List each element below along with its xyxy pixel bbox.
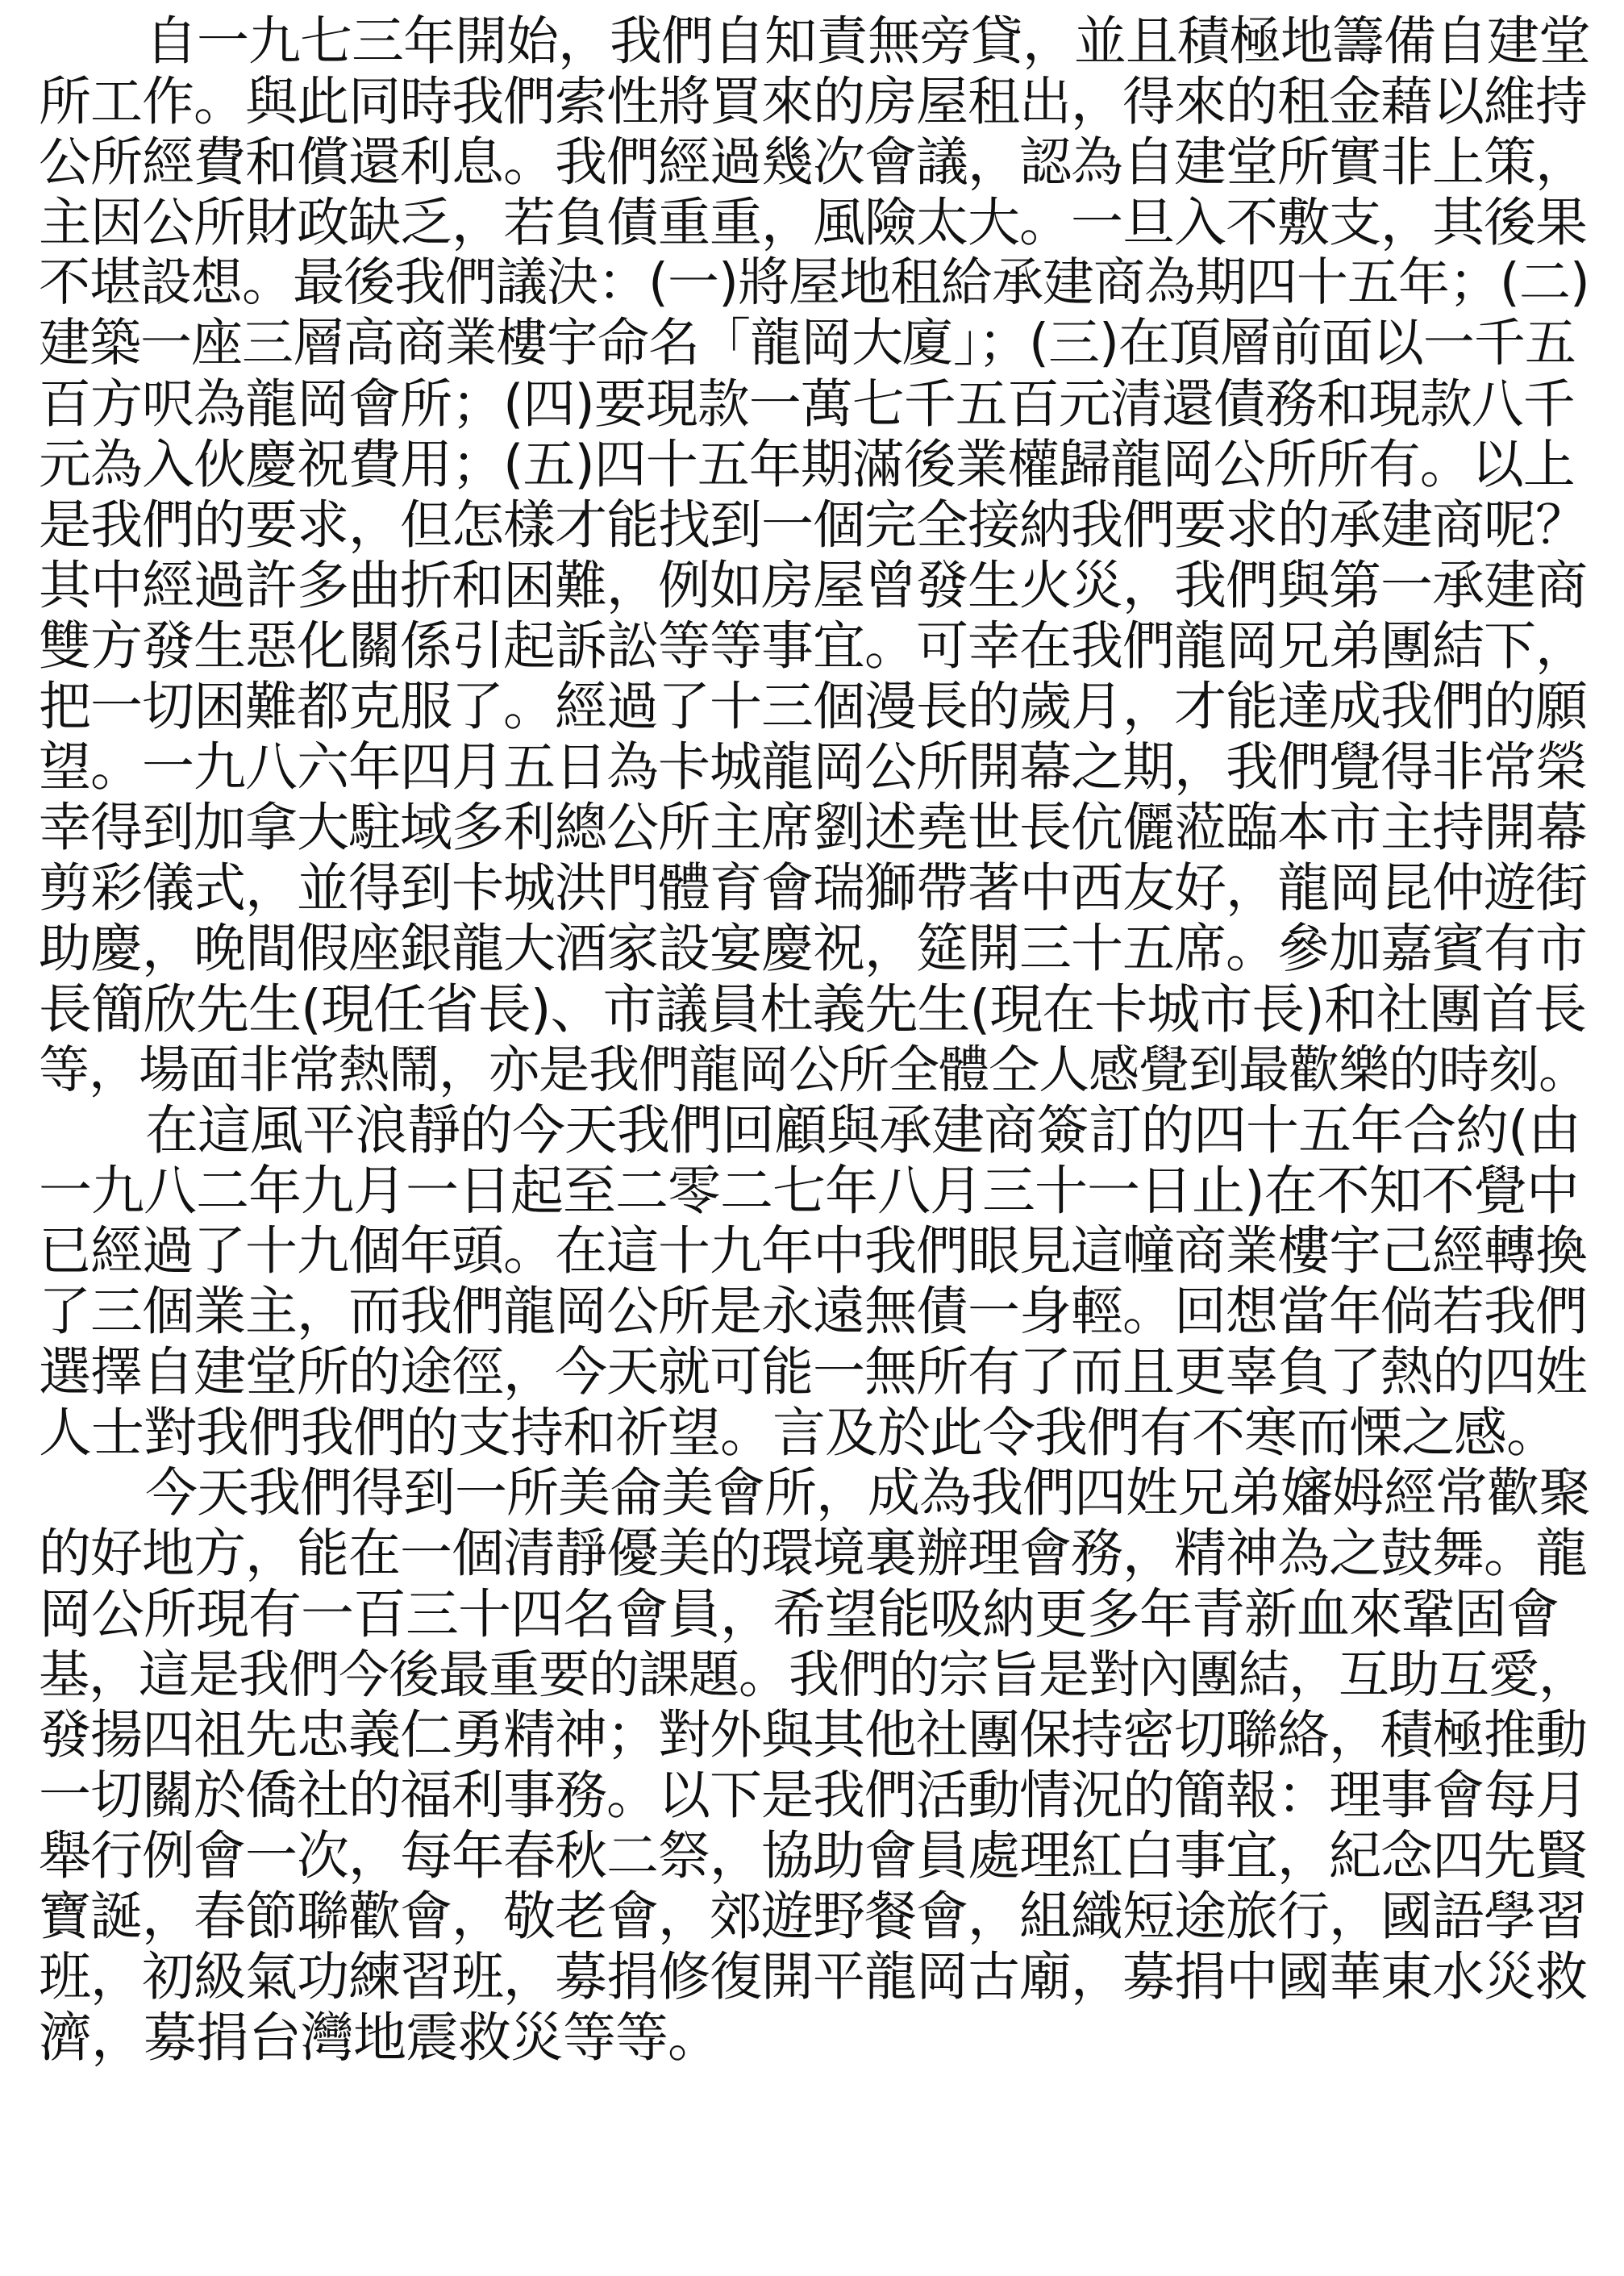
text-line: 人士對我們我們的支持和祈望。言及於此令我們有不寒而慄之感。 [39,1403,1559,1463]
text-line: 班，初級氣功練習班，募捐修復開平龍岡古廟，募捐中國華東水災救 [39,1947,1588,2007]
text-line: 發揚四祖先忠義仁勇精神；對外與其他社團保持密切聯絡，積極推動 [39,1705,1588,1765]
body-text [39,11,1595,2068]
text-line: 剪彩儀式，並得到卡城洪門體育會瑞獅帶著中西友好，龍岡昆仲遊街 [39,858,1588,919]
text-line: 已經過了十九個年頭。在這十九年中我們眼見這幢商業樓宇己經轉換 [39,1221,1588,1282]
text-line: 了三個業主，而我們龍岡公所是永遠無債一身輕。回想當年倘若我們 [39,1282,1588,1342]
text-line: 其中經過許多曲折和困難，例如房屋曾發生火災，我們與第一承建商 [39,556,1588,616]
text-line: 自一九七三年開始，我們自知責無旁貸，並且積極地籌備自建堂 [145,11,1591,72]
text-line: 公所經費和償還利息。我們經過幾次會議，認為自建堂所實非上策， [39,132,1588,193]
text-line: 長簡欣先生(現任省長)、市議員杜義先生(現在卡城市長)和社團首長 [39,979,1586,1040]
text-line: 助慶，晚間假座銀龍大酒家設宴慶祝，筵開三十五席。參加嘉賓有市 [39,919,1588,979]
text-line: 幸得到加拿大駐域多利總公所主席劉述堯世長伉儷蒞臨本市主持開幕 [39,798,1588,858]
text-line: 舉行例會一次，每年春秋二祭，協助會員處理紅白事宜，紀念四先賢 [39,1826,1588,1886]
text-line: 選擇自建堂所的途徑，今天就可能一無所有了而且更辜負了熱的四姓 [39,1342,1588,1403]
text-line: 岡公所現有一百三十四名會員，希望能吸納更多年青新血來鞏固會 [39,1584,1559,1644]
text-line: 濟，募捐台灣地震救災等等。 [39,2007,720,2068]
text-line: 建築一座三層高商業樓宇命名「龍岡大廈」；(三)在頂層前面以一千五 [39,314,1576,373]
text-line: 在這風平浪靜的今天我們回顧與承建商簽訂的四十五年合約(由 [145,1100,1580,1161]
text-line: 的好地方，能在一個清靜優美的環境裏辦理會務，精神為之鼓舞。龍 [39,1524,1588,1584]
text-line: 等，場面非常熱鬧，亦是我們龍岡公所全體仝人感覺到最歡樂的時刻。 [39,1040,1589,1099]
text-line: 今天我們得到一所美侖美會所，成為我們四姓兄弟嬸姆經常歡聚 [145,1463,1591,1524]
text-line: 是我們的要求，但怎樣才能找到一個完全接納我們要求的承建商呢？ [39,495,1588,556]
text-line: 主因公所財政缺乏，若負債重重，風險太大。一旦入不敷支，其後果 [39,193,1588,253]
text-line: 元為入伙慶祝費用；(五)四十五年期滿後業權歸龍岡公所所有。以上 [39,435,1575,495]
text-line: 雙方發生惡化關係引起訴訟等等事宜。可幸在我們龍岡兄弟團結下， [39,616,1588,677]
text-line: 寶誕，春節聯歡會，敬老會，郊遊野餐會，組織短途旅行，國語學習 [39,1886,1588,1947]
text-line: 一切關於僑社的福利事務。以下是我們活動情況的簡報：理事會每月 [39,1765,1588,1826]
text-line: 一九八二年九月一日起至二零二七年八月三十一日止)在不知不覺中 [39,1161,1579,1221]
text-line: 望。一九八六年四月五日為卡城龍岡公所開幕之期，我們覺得非常榮 [39,737,1588,798]
text-line: 不堪設想。最後我們議決：(一)將屋地租給承建商為期四十五年；(二) [39,253,1589,313]
text-line: 基，這是我們今後最重要的課題。我們的宗旨是對內團結，互助互愛， [39,1645,1589,1704]
text-line: 所工作。與此同時我們索性將買來的房屋租出，得來的租金藉以維持 [39,72,1588,132]
text-line: 把一切困難都克服了。經過了十三個漫長的歲月，才能達成我們的願 [39,677,1588,737]
text-line: 百方呎為龍岡會所；(四)要現款一萬七千五百元清還債務和現款八千 [39,374,1575,435]
